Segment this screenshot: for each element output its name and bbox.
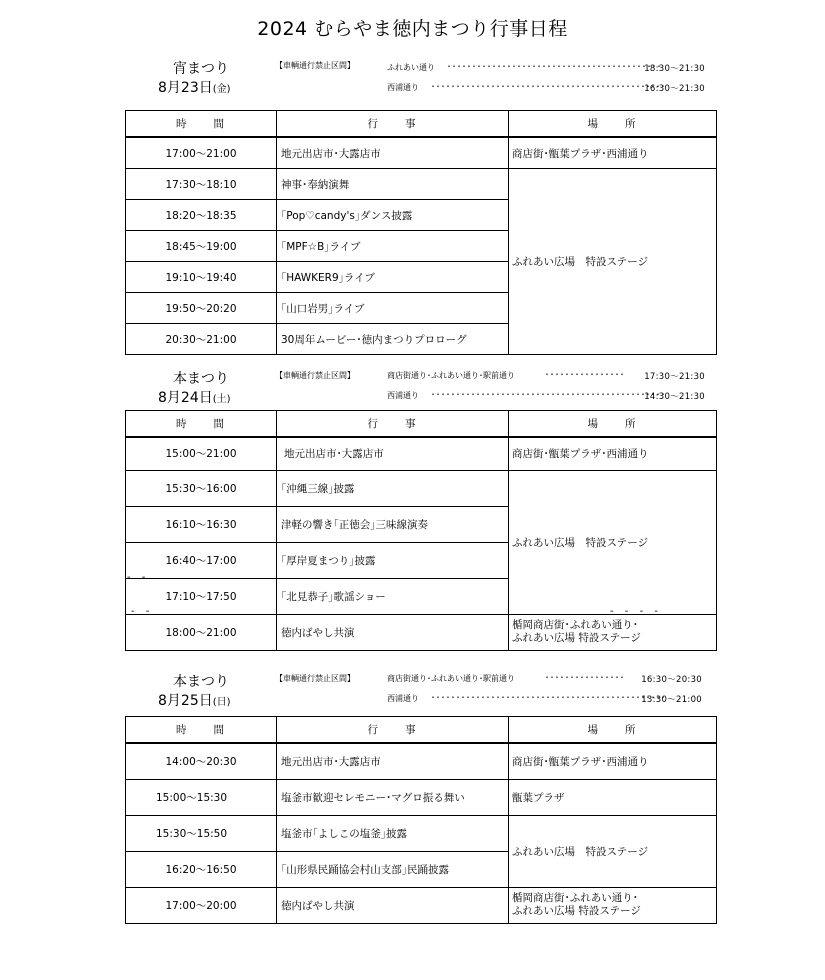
- page-title: 2024 むらやま徳内まつり行事日程: [257, 18, 568, 40]
- scan-mark: - - - -: [610, 606, 662, 617]
- closure-time: 16:30～21:30: [644, 84, 705, 94]
- closure-dots: ････････････････: [545, 673, 625, 682]
- table-header-row: [126, 411, 717, 438]
- section-aug25: [125, 671, 717, 924]
- row-time: 15:00～15:30: [126, 779, 277, 815]
- table-row: [126, 470, 717, 506]
- section-header: [125, 58, 717, 110]
- closure-road: 西浦通り: [387, 83, 419, 92]
- row-time: 18:45～19:00: [126, 231, 277, 262]
- row-event: 塩釜市｢よしこの塩釜｣披露: [277, 815, 509, 851]
- header-place: 場 所: [509, 111, 717, 138]
- closure-time: 17:30～21:30: [644, 372, 705, 382]
- row-place-merged: ふれあい広場 特設ステージ: [509, 470, 717, 614]
- table-row: [126, 169, 717, 200]
- row-time: 19:50～20:20: [126, 293, 277, 324]
- row-time: 18:00～21:00: [126, 614, 277, 650]
- row-place: 商店街･甑葉プラザ･西浦通り: [509, 137, 717, 169]
- section-aug23: [125, 58, 717, 355]
- festival-name: 本まつり: [173, 371, 229, 387]
- header-time: 時 間: [126, 717, 277, 744]
- row-time: 17:00～20:00: [126, 887, 277, 923]
- row-event: 津軽の響き｢正徳会｣三味線演奏: [277, 506, 509, 542]
- section-header: [125, 368, 717, 410]
- header-event: 行 事: [277, 111, 509, 138]
- festival-date: 8月25日(日): [158, 693, 231, 709]
- closure-road: 西浦通り: [387, 391, 419, 400]
- row-event: 神事･奉納演舞: [277, 169, 509, 200]
- row-time: 15:00～21:00: [126, 437, 277, 470]
- closure-time: 14:30～21:30: [644, 392, 705, 402]
- header-event: 行 事: [277, 717, 509, 744]
- row-place-line: ふれあい広場 特設ステージ: [512, 905, 641, 917]
- row-time: 15:30～16:00: [126, 470, 277, 506]
- section-header: [125, 671, 717, 716]
- table-row: [126, 137, 717, 169]
- closure-dots: ･･･････････････････････････････････････････････: [431, 390, 666, 399]
- row-event: ｢MPF☆B｣ライブ: [277, 231, 509, 262]
- row-event: 地元出店市･大露店市: [277, 743, 509, 779]
- row-event: ｢山形県民踊協会村山支部｣民踊披露: [277, 851, 509, 887]
- row-place: [509, 887, 717, 923]
- row-event: 徳内ばやし共演: [277, 614, 509, 650]
- closure-road: ふれあい通り: [387, 63, 435, 72]
- row-time: 18:20～18:35: [126, 200, 277, 231]
- row-event: ｢HAWKER9｣ライブ: [277, 262, 509, 293]
- row-time: 17:30～18:10: [126, 169, 277, 200]
- row-place: [509, 614, 717, 650]
- table-row: [126, 614, 717, 650]
- row-event: ｢厚岸夏まつり｣披露: [277, 542, 509, 578]
- closure-road: 商店街通り･ふれあい通り･駅前通り: [387, 371, 515, 380]
- row-event: 地元出店市･大露店市: [277, 137, 509, 169]
- closure-time: 16:30～20:30: [641, 675, 702, 685]
- row-time: 16:20～16:50: [126, 851, 277, 887]
- closure-road: 商店街通り･ふれあい通り･駅前通り: [387, 674, 515, 683]
- table-row: [126, 815, 717, 851]
- row-event: ｢山口岩男｣ライブ: [277, 293, 509, 324]
- festival-date: 8月24日(土): [158, 390, 231, 406]
- row-place-line: 楯岡商店街･ふれあい通り･: [512, 619, 638, 631]
- row-event: ｢Pop♡candy's｣ダンス披露: [277, 200, 509, 231]
- header-event: 行 事: [277, 411, 509, 438]
- closure-dots: ･･･････････････････････････････････････････････: [431, 693, 666, 702]
- schedule-table: [125, 716, 717, 924]
- header-time: 時 間: [126, 411, 277, 438]
- row-event: ｢北見恭子｣歌謡ショー: [277, 578, 509, 614]
- row-place-merged: ふれあい広場 特設ステージ: [509, 169, 717, 355]
- row-place-merged: ふれあい広場 特設ステージ: [509, 815, 717, 887]
- row-place-line: ふれあい広場 特設ステージ: [512, 632, 641, 644]
- closure-time: 13:30～21:00: [641, 695, 702, 705]
- festival-date: 8月23日(金): [158, 80, 231, 96]
- scan-mark: - -: [127, 572, 150, 583]
- festival-name: 宵まつり: [173, 61, 229, 77]
- table-header-row: [126, 717, 717, 744]
- closure-label: 【車輌通行禁止区間】: [275, 61, 355, 70]
- closure-time: 18:30～21:30: [644, 64, 705, 74]
- festival-name: 本まつり: [173, 674, 229, 690]
- row-time: 17:10～17:50: [126, 578, 277, 614]
- schedule-table: [125, 110, 717, 355]
- row-event: 徳内ばやし共演: [277, 887, 509, 923]
- closure-label: 【車輌通行禁止区間】: [275, 674, 355, 683]
- row-event: 塩釜市歓迎セレモニー･マグロ振る舞い: [277, 779, 509, 815]
- closure-road: 西浦通り: [387, 694, 419, 703]
- row-time: 16:10～16:30: [126, 506, 277, 542]
- row-time: 14:00～20:30: [126, 743, 277, 779]
- header-place: 場 所: [509, 411, 717, 438]
- row-place: 商店街･甑葉プラザ･西浦通り: [509, 743, 717, 779]
- row-place: 甑葉プラザ: [509, 779, 717, 815]
- row-time: 20:30～21:00: [126, 324, 277, 355]
- header-time: 時 間: [126, 111, 277, 138]
- closure-dots: ･･･････････････････････････････････････････: [447, 62, 662, 71]
- closure-label: 【車輌通行禁止区間】: [275, 371, 355, 380]
- row-time: 17:00～21:00: [126, 137, 277, 169]
- scan-mark: - -: [131, 606, 154, 617]
- row-time: 19:10～19:40: [126, 262, 277, 293]
- table-row: [126, 779, 717, 815]
- header-place: 場 所: [509, 717, 717, 744]
- row-place: 商店街･甑葉プラザ･西浦通り: [509, 437, 717, 470]
- row-event: ｢沖縄三線｣披露: [277, 470, 509, 506]
- table-row: [126, 743, 717, 779]
- closure-dots: ･･･････････････････････････････････････････････: [431, 82, 666, 91]
- table-row: [126, 437, 717, 470]
- table-row: [126, 887, 717, 923]
- closure-dots: ････････････････: [545, 370, 625, 379]
- row-place-line: 楯岡商店街･ふれあい通り･: [512, 892, 638, 904]
- row-time: 15:30～15:50: [126, 815, 277, 851]
- table-header-row: [126, 111, 717, 138]
- row-event: 30周年ムービー･徳内まつりプロローグ: [277, 324, 509, 355]
- row-event: 地元出店市･大露店市: [277, 437, 509, 470]
- row-time: 16:40～17:00: [126, 542, 277, 578]
